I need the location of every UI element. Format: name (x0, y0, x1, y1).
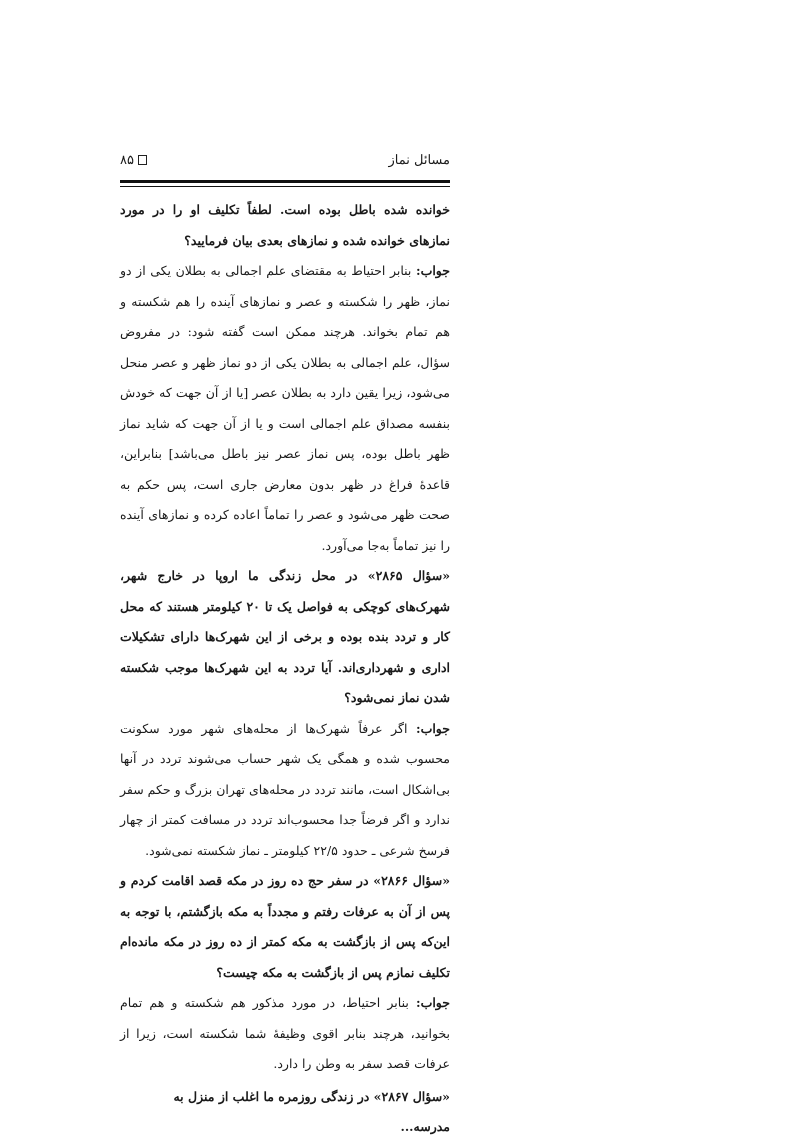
question-continuation: خوانده شده باطل بوده است. لطفاً تکلیف او را در مورد نمازهای خوانده شده و نمازهای بعدی بیان فرمایید؟ (120, 202, 450, 248)
header-rule-thin (120, 186, 450, 187)
page-header (120, 148, 450, 172)
page-number: ۸۵ (120, 152, 134, 168)
answer-label: جواب: (415, 263, 450, 278)
answer-paragraph (120, 714, 450, 867)
answer-text: اگر عرفاً شهرک‌ها از محله‌های شهر مورد سکونت محسوب شده و همگی یک شهر حساب می‌شوند تردد در آنها بی‌اشکال است، مانند تردد در محله‌های تهران بزرگ و حکم سفر ندارد و اگر فرضاً جدا محسوب‌اند تردد در مسافت کمتر از چهار فرسخ شرعی ـ حدود ۲۲/۵ کیلومتر ـ نماز شکسته نمی‌شود. (120, 720, 450, 858)
page-body (120, 195, 450, 1080)
answer-label: جواب: (415, 720, 450, 736)
answer-paragraph (120, 256, 450, 561)
header-rule-thick (120, 180, 450, 183)
answer-paragraph (120, 988, 450, 1080)
question-2865: «سؤال ۲۸۶۵» در محل زندگی ما اروپا در خارج شهر، شهرک‌های کوچکی به فواصل یک تا ۲۰ کیلومتر هستند که محل کار و تردد بنده بوده و برخی از این شهرک‌ها دارای تشکیلات اداری و شهرداری‌اند. آیا تردد به این شهرک‌ها موجب شکسته شدن نماز نمی‌شود؟ (120, 568, 451, 705)
answer-text: بنابر احتیاط، در مورد مذکور هم شکسته و هم تمام بخوانید، هرچند بنابر اقوی وظیفهٔ شما شکسته است، زیرا از عرفات قصد سفر به وطن را دارد. (120, 995, 450, 1071)
answer-label: جواب: (415, 995, 450, 1010)
page-marker-icon (138, 155, 147, 165)
question-2866: «سؤال ۲۸۶۶» در سفر حج ده روز در مکه قصد اقامت کردم و پس از آن به عرفات رفتم و مجدداً به مکه بازگشتم، با توجه به این‌که پس از بازگشت به مکه کمتر از ده روز در مکه مانده‌ام تکلیف نمازم پس از بازگشت به مکه چیست؟ (120, 873, 451, 980)
page-number-group (120, 153, 147, 168)
book-page (120, 0, 451, 1134)
cut-off-question-2867: «سؤال ۲۸۶۷» در زندگی روزمره ما اغلب از منزل به مدرسه... (173, 1089, 450, 1134)
running-title: مسائل نماز (388, 152, 450, 168)
answer-text: بنابر احتیاط به مقتضای علم اجمالی به بطلان یکی از دو نماز، ظهر را شکسته و عصر و نمازهای آینده را هم شکسته و هم تمام بخواند. هرچند ممکن است گفته شود: در مفروض سؤال، علم اجمالی به بطلان یکی از دو نماز ظهر و عصر منحل می‌شود، زیرا یقین دارد به بطلان عصر [یا از آن جهت که خودش بنفسه مصداق علم اجمالی است و یا از آن جهت که شاید نماز ظهر باطل بوده، پس نماز عصر نیز باطل می‌باشد] بنابراین، قاعدهٔ فراغ در ظهر بدون معارض جاری است، پس حکم به صحت ظهر می‌شود و عصر را تماماً اعاده کرده و نمازهای آینده را نیز تماماً به‌جا می‌آورد. (120, 263, 450, 553)
